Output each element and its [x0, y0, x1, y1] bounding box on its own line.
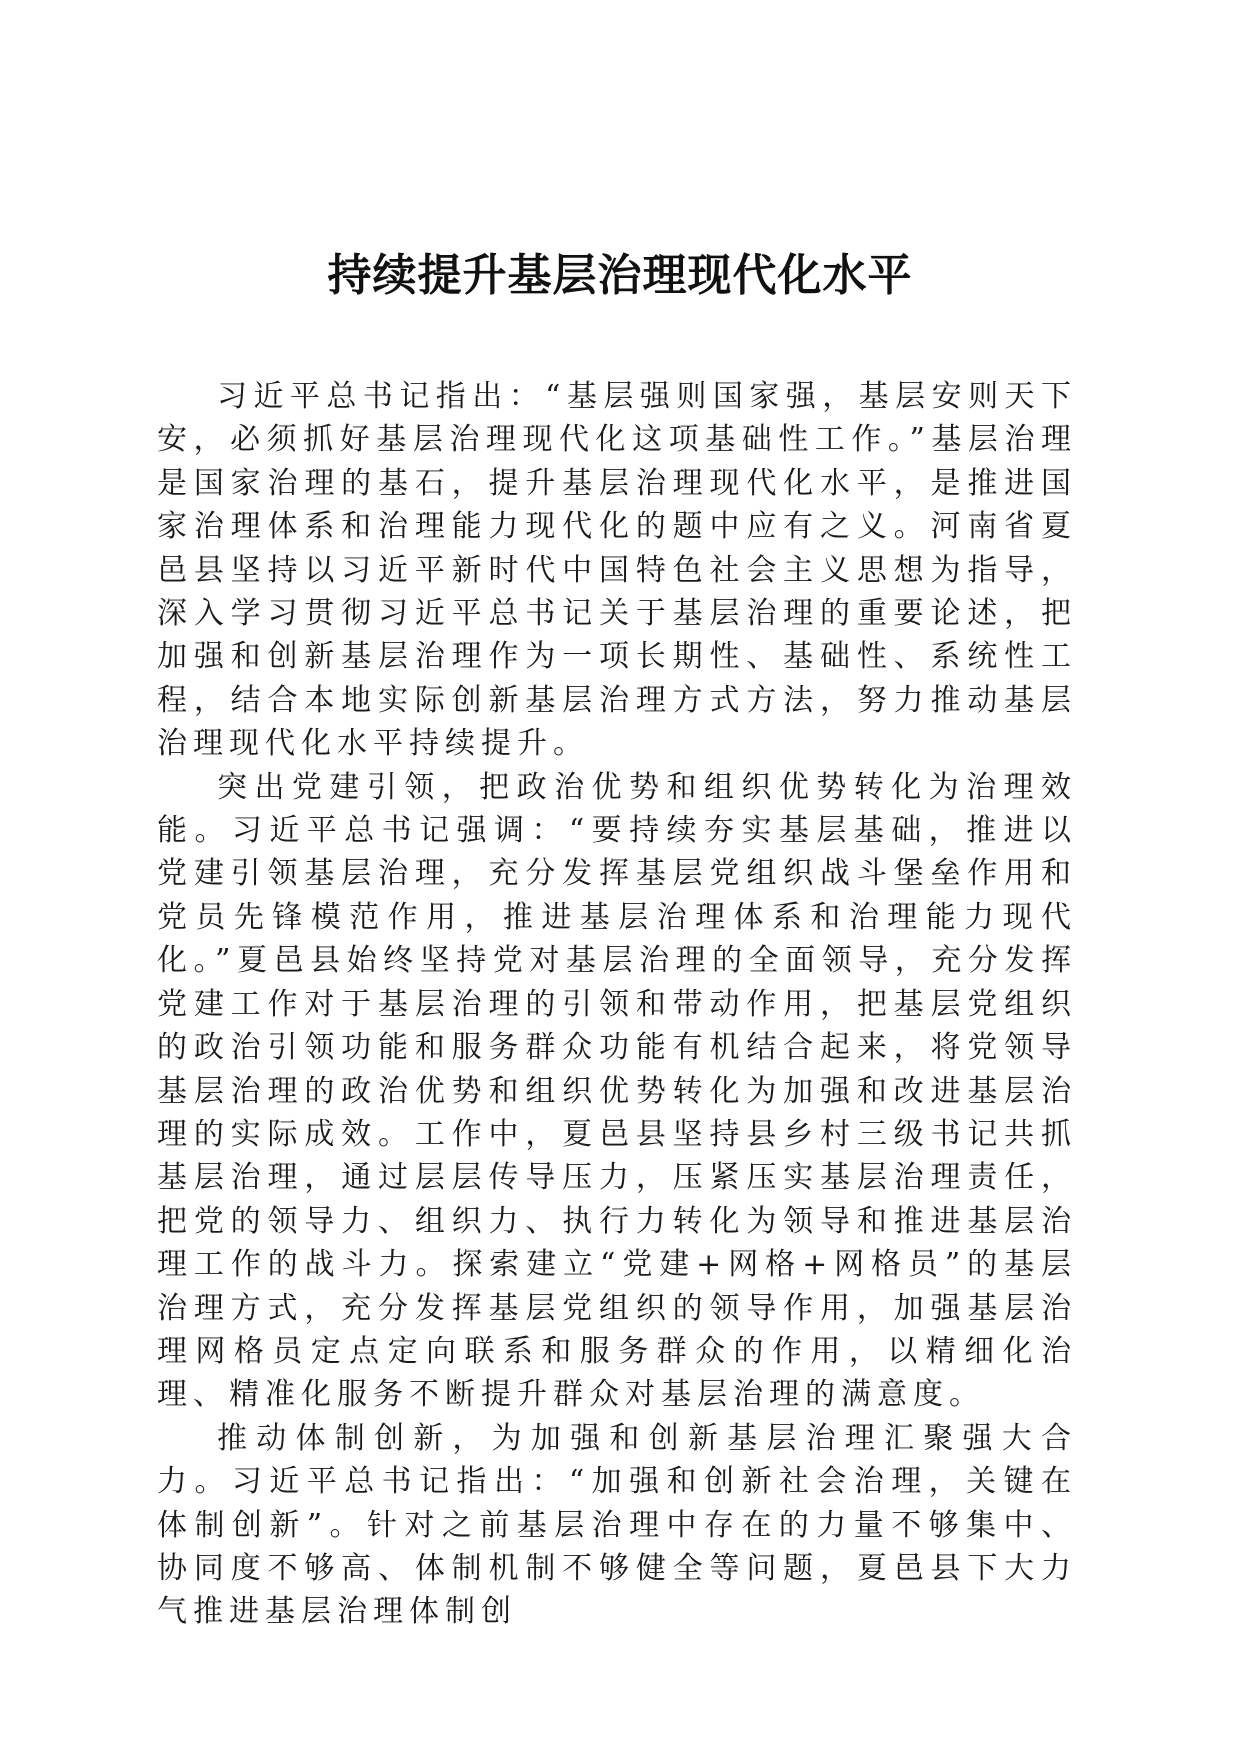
document-body [157, 375, 1077, 1634]
paragraph-party-leadership: 突出党建引领，把政治优势和组织优势转化为治理效能。习近平总书记强调：“要持续夯实基层基础，推进以党建引领基层治理，充分发挥基层党组织战斗堡垒作用和党员先锋模范作用，推进基层治理体系和治理能力现代化。”夏邑县始终坚持党对基层治理的全面领导，充分发挥党建工作对于基层治理的引领和带动作用，把基层党组织的政治引领功能和服务群众功能有机结合起来，将党领导基层治理的政治优势和组织优势转化为加强和改进基层治理的实际成效。工作中，夏邑县坚持县乡村三级书记共抓基层治理，通过层层传导压力，压紧压实基层治理责任，把党的领导力、组织力、执行力转化为领导和推进基层治理工作的战斗力。探索建立“党建+网格+网格员”的基层治理方式，充分发挥基层党组织的领导作用，加强基层治理网格员定点定向联系和服务群众的作用，以精细化治理、精准化服务不断提升群众对基层治理的满意度。 [157, 769, 1077, 1413]
paragraph-intro: 习近平总书记指出：“基层强则国家强，基层安则天下安，必须抓好基层治理现代化这项基础性工作。”基层治理是国家治理的基石，提升基层治理现代化水平，是推进国家治理体系和治理能力现代化的题中应有之义。河南省夏邑县坚持以习近平新时代中国特色社会主义思想为指导，深入学习贯彻习近平总书记关于基层治理的重要论述，把加强和创新基层治理作为一项长期性、基础性、系统性工程，结合本地实际创新基层治理方式方法，努力推动基层治理现代化水平持续提升。 [157, 379, 1077, 762]
paragraph-institutional-innovation: 推动体制创新，为加强和创新基层治理汇聚强大合力。习近平总书记指出：“加强和创新社会治理，关键在体制创新”。针对之前基层治理中存在的力量不够集中、协同度不够高、体制机制不够健全等问题，夏邑县下大力气推进基层治理体制创 [157, 1420, 1077, 1630]
document-title: 持续提升基层治理现代化水平 [327, 250, 913, 301]
